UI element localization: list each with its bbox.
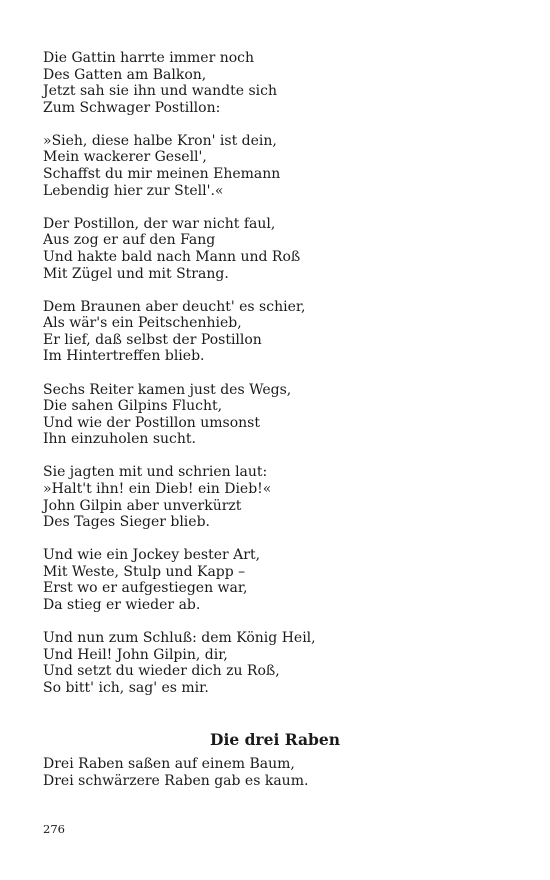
- verse-line: Schaffst du mir meinen Ehemann: [43, 166, 281, 183]
- verse-line: Die Gattin harrte immer noch: [43, 50, 255, 66]
- verse-line: Und Heil! John Gilpin, dir,: [43, 646, 228, 663]
- page-number: 276: [43, 822, 65, 836]
- verse-line: Lebendig hier zur Stell'.«: [43, 182, 224, 199]
- verse-line: Mit Zügel und mit Strang.: [43, 265, 229, 282]
- verse-line: Des Tages Sieger blieb.: [43, 514, 210, 531]
- verse-line: Ihn einzuholen sucht.: [43, 431, 196, 448]
- verse-line: Sie jagten mit und schrien laut:: [43, 464, 268, 481]
- stanza: [43, 464, 513, 530]
- stanza: [43, 133, 513, 199]
- verse-line: Erst wo er aufgestiegen war,: [43, 580, 248, 597]
- verse-line: Des Gatten am Balkon,: [43, 66, 207, 83]
- verse-line: Und nun zum Schluß: dem König Heil,: [43, 630, 316, 647]
- verse-line: Und wie der Postillon umsonst: [43, 414, 260, 431]
- verse-line: Und hakte bald nach Mann und Roß: [43, 248, 301, 265]
- verse-line: Im Hintertreffen blieb.: [43, 348, 205, 365]
- verse-line: Drei schwärzere Raben gab es kaum.: [43, 772, 309, 789]
- stanza: [43, 382, 513, 448]
- verse-line: Mit Weste, Stulp und Kapp –: [43, 563, 246, 580]
- verse-line: Sechs Reiter kamen just des Wegs,: [43, 381, 292, 398]
- verse-line: Zum Schwager Postillon:: [43, 99, 221, 116]
- poem-opening: [43, 756, 513, 789]
- verse-line: Er lief, daß selbst der Postillon: [43, 331, 262, 348]
- verse-line: Da stieg er wieder ab.: [43, 597, 201, 614]
- poem-title: Die drei Raben: [210, 730, 340, 749]
- stanza: [43, 547, 513, 613]
- verse-line: Dem Braunen aber deucht' es schier,: [43, 298, 306, 315]
- verse-line: Mein wackerer Gesell',: [43, 149, 207, 166]
- verse-line: Als wär's ein Peitschenhieb,: [43, 315, 242, 332]
- verse-line: »Halt't ihn! ein Dieb! ein Dieb!«: [43, 480, 272, 497]
- verse-line: Jetzt sah sie ihn und wandte sich: [43, 83, 277, 100]
- stanza: [43, 216, 513, 282]
- verse-line: Und wie ein Jockey bester Art,: [43, 547, 261, 564]
- verse-line: »Sieh, diese halbe Kron' ist dein,: [43, 132, 277, 149]
- verse-line: So bitt' ich, sag' es mir.: [43, 679, 209, 696]
- verse-line: Und setzt du wieder dich zu Roß,: [43, 663, 280, 680]
- verse-line: John Gilpin aber unverkürzt: [43, 497, 242, 514]
- poem-continuation: [43, 50, 513, 713]
- verse-line: Aus zog er auf den Fang: [43, 232, 216, 249]
- stanza: [43, 630, 513, 696]
- verse-line: Drei Raben saßen auf einem Baum,: [43, 756, 295, 772]
- stanza: [43, 50, 513, 116]
- stanza: [43, 299, 513, 365]
- verse-line: Der Postillon, der war nicht faul,: [43, 215, 276, 232]
- verse-line: Die sahen Gilpins Flucht,: [43, 398, 223, 415]
